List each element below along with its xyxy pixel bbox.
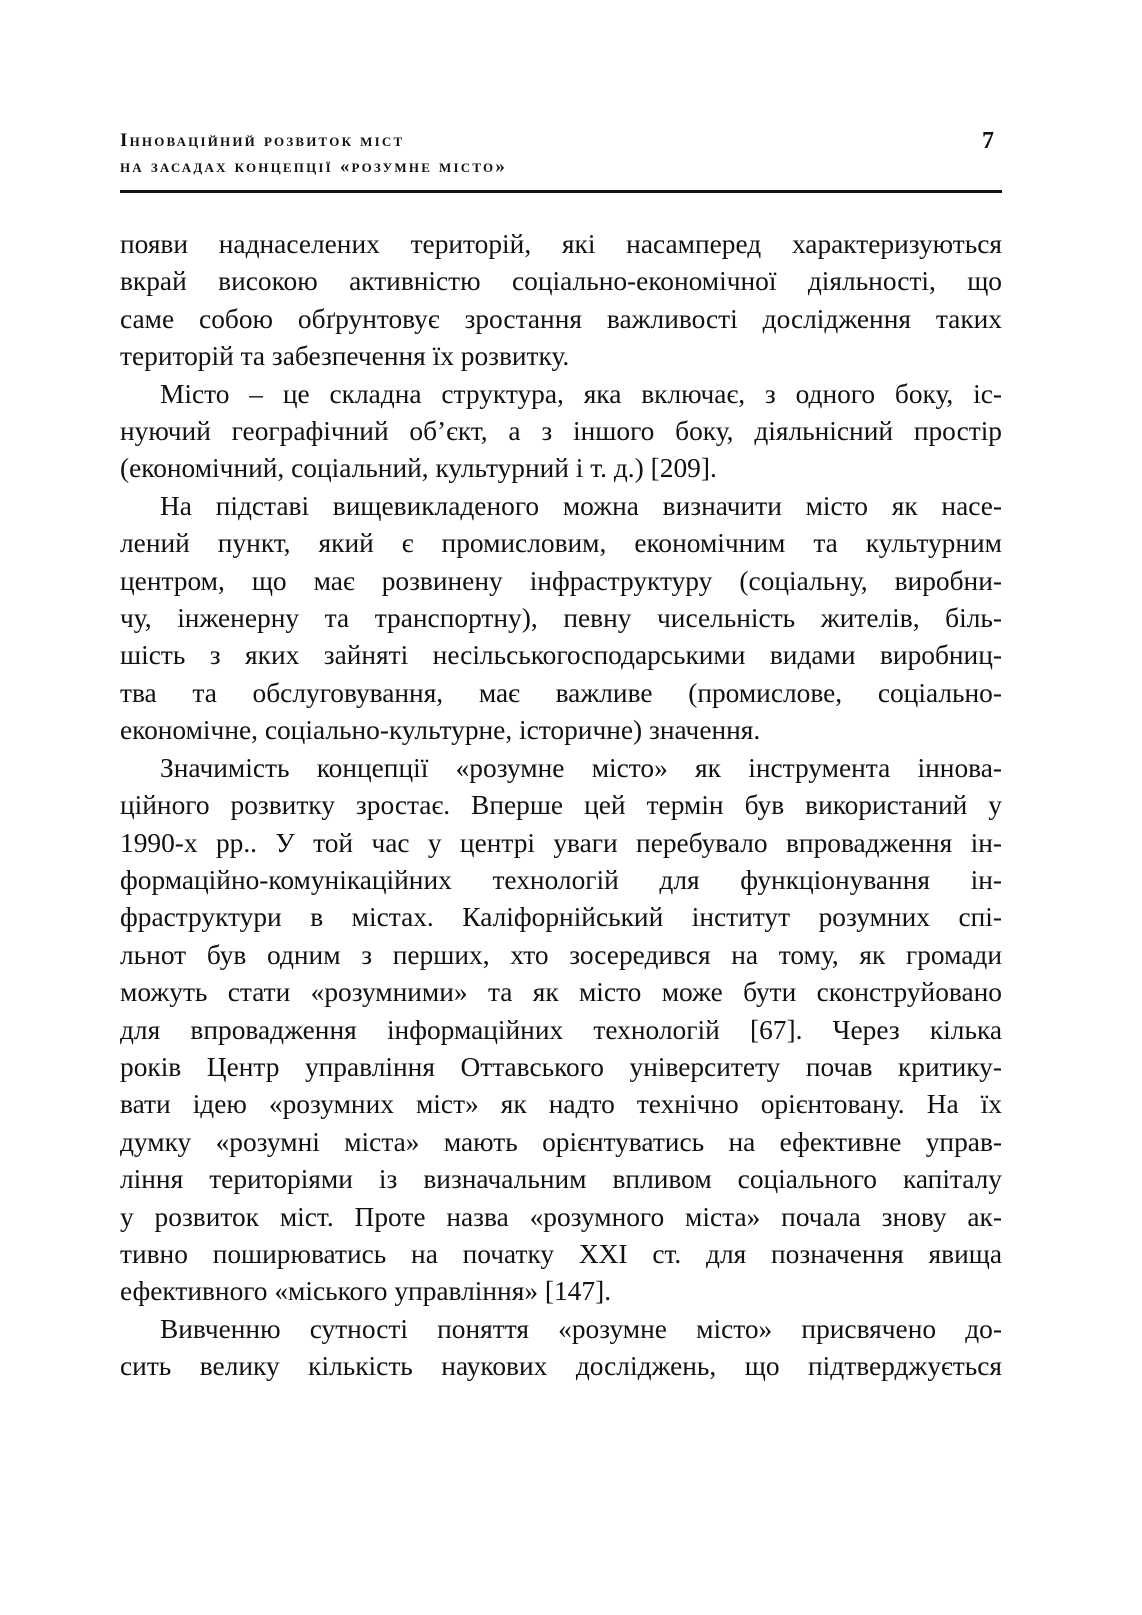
text-line: сить велику кількість наукових досліджень, що підтверджується <box>120 1351 1002 1382</box>
text-line: можуть стати «розумними» та як місто може бути сконструйовано <box>120 977 1002 1008</box>
text-line: нуючий географічний об’єкт, а з іншого боку, діяльнісний простір <box>120 416 1002 447</box>
text-line: саме собою обґрунтовує зростання важливості дослідження таких <box>120 303 1002 334</box>
text-line: формаційно-комунікаційних технологій для функціонування ін- <box>120 864 1002 895</box>
paragraph <box>120 750 1002 1311</box>
text-line: вкрай високою активністю соціально-економічної діяльності, що <box>120 266 1002 297</box>
paragraph <box>120 226 1002 376</box>
text-line: Значимість концепції «розумне місто» як інструмента іннова- <box>160 752 1002 783</box>
book-page <box>120 128 1002 1386</box>
text-line: появи наднаселених територій, які насамперед характеризуються <box>120 229 1002 259</box>
paragraph <box>120 488 1002 750</box>
text-line: льнот був одним з перших, хто зосередився на тому, як громади <box>120 939 1002 970</box>
page-number: 7 <box>982 128 994 154</box>
text-line: тивно поширюватись на початку XXI ст. для позначення явища <box>120 1238 1002 1269</box>
text-line: для впровадження інформаційних технологій [67]. Через кілька <box>120 1014 1002 1045</box>
text-line: лений пункт, який є промисловим, економічним та культурним <box>120 528 1002 559</box>
text-line: думку «розумні міста» мають орієнтуватись на ефективне управ- <box>120 1126 1002 1157</box>
running-title-line-1: Інноваційний розвиток міст <box>120 130 405 151</box>
text-line: років Центр управління Оттавського університету почав критику- <box>120 1051 1002 1082</box>
running-header <box>120 128 1002 188</box>
text-line: вати ідею «розумних міст» як надто технічно орієнтовану. На їх <box>120 1089 1002 1120</box>
text-line: чу, інженерну та транспортну), певну чисельність жителів, біль- <box>120 603 1002 634</box>
body-text <box>120 226 1002 1386</box>
text-line: фраструктури в містах. Каліфорнійський інститут розумних спі- <box>120 902 1002 933</box>
text-line: тва та обслуговування, має важливе (промислове, соціально- <box>120 677 1002 708</box>
paragraph <box>120 1311 1002 1386</box>
text-line: у розвиток міст. Проте назва «розумного міста» почала знову ак- <box>120 1201 1002 1232</box>
text-line: ефективного «міського управління» [147]. <box>120 1276 612 1307</box>
text-line: На підставі вищевикладеного можна визначити місто як насе- <box>160 490 1002 521</box>
text-line: економічне, соціально-культурне, історичне) значення. <box>120 715 761 746</box>
text-line: територій та забезпечення їх розвитку. <box>120 341 570 372</box>
text-line: Вивченню сутності поняття «розумне місто» присвячено до- <box>160 1313 1002 1344</box>
text-line: шість з яких зайняті несільськогосподарськими видами виробниц- <box>120 640 1002 671</box>
text-line: ційного розвитку зростає. Вперше цей термін був використаний у <box>120 790 1002 821</box>
text-line: (економічний, соціальний, культурний і т. д.) [209]. <box>120 453 717 484</box>
header-rule <box>120 190 1002 193</box>
text-line: центром, що має розвинену інфраструктуру (соціальну, виробни- <box>120 565 1002 596</box>
paragraph <box>120 376 1002 488</box>
running-title-line-2: на засадах концепції «розумне місто» <box>120 156 508 177</box>
text-line: 1990-х рр.. У той час у центрі уваги перебувало впровадження ін- <box>120 827 1002 858</box>
text-line: Місто – це складна структура, яка включає, з одного боку, іс- <box>160 378 1002 409</box>
text-line: ління територіями із визначальним впливом соціального капіталу <box>120 1164 1002 1195</box>
